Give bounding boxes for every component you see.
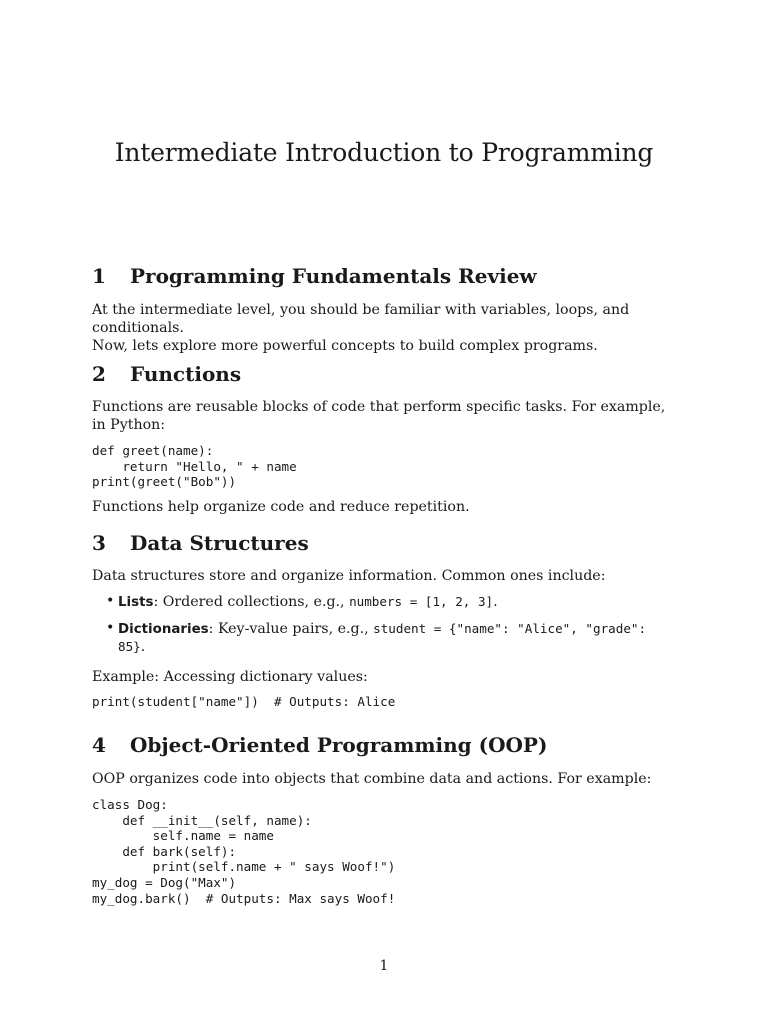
section-2 [92, 362, 676, 516]
section-1 [92, 264, 676, 355]
list-text: : Ordered collections, e.g., [153, 594, 350, 610]
section-title: Data Structures [130, 531, 309, 555]
section-title: Functions [130, 362, 242, 386]
section-heading [92, 733, 676, 757]
example-label: Example: Accessing dictionary values: [92, 669, 368, 685]
section-number: 3 [92, 531, 106, 555]
list-term: Lists [118, 595, 154, 610]
paragraph-line: Now, lets explore more powerful concepts to build complex programs. [92, 338, 598, 354]
list-text: . [140, 639, 146, 655]
list-term: Dictionaries [118, 622, 209, 637]
section-title: Programming Fundamentals Review [130, 264, 537, 288]
bullet-icon: • [106, 620, 115, 636]
inline-code: 85} [118, 639, 141, 654]
list-text: . [493, 594, 498, 610]
bullet-icon: • [106, 593, 115, 609]
section-paragraph [92, 301, 676, 355]
section-heading [92, 362, 676, 386]
bullet-list [92, 593, 676, 656]
code-block: class Dog: def __init__(self, name): self.name = name def bark(self): print(self.name + " says Woof!") my_dog = Dog("Max") my_dog.bark() # Outputs: Max says Woof! [92, 797, 396, 906]
list-text: : Key-value pairs, e.g., [208, 621, 374, 637]
section-outro: Functions help organize code and reduce repetition. [92, 498, 470, 515]
list-item [92, 593, 676, 611]
paragraph-line: At the intermediate level, you should be familiar with variables, loops, and conditionals. [92, 302, 630, 336]
inline-code: student = {"name": "Alice", "grade": [373, 621, 647, 636]
code-block: print(student["name"]) # Outputs: Alice [92, 694, 396, 709]
section-heading [92, 531, 676, 555]
section-intro: Data structures store and organize information. Common ones include: [92, 568, 606, 584]
section-title: Object-Oriented Programming (OOP) [130, 733, 548, 757]
list-item [92, 620, 676, 656]
code-block: def greet(name): return "Hello, " + name print(greet("Bob")) [92, 443, 297, 490]
section-number: 4 [92, 733, 106, 757]
section-number: 2 [92, 362, 106, 386]
section-intro: Functions are reusable blocks of code that perform specific tasks. For example, in Python: [92, 399, 666, 433]
section-intro: OOP organizes code into objects that combine data and actions. For example: [92, 771, 652, 787]
document-title: Intermediate Introduction to Programming [114, 138, 654, 167]
section-heading [92, 264, 676, 288]
section-number: 1 [92, 264, 106, 288]
page-number: 1 [379, 958, 389, 974]
inline-code: numbers = [1, 2, 3] [349, 594, 494, 609]
section-3 [92, 531, 676, 710]
section-4 [92, 733, 676, 906]
